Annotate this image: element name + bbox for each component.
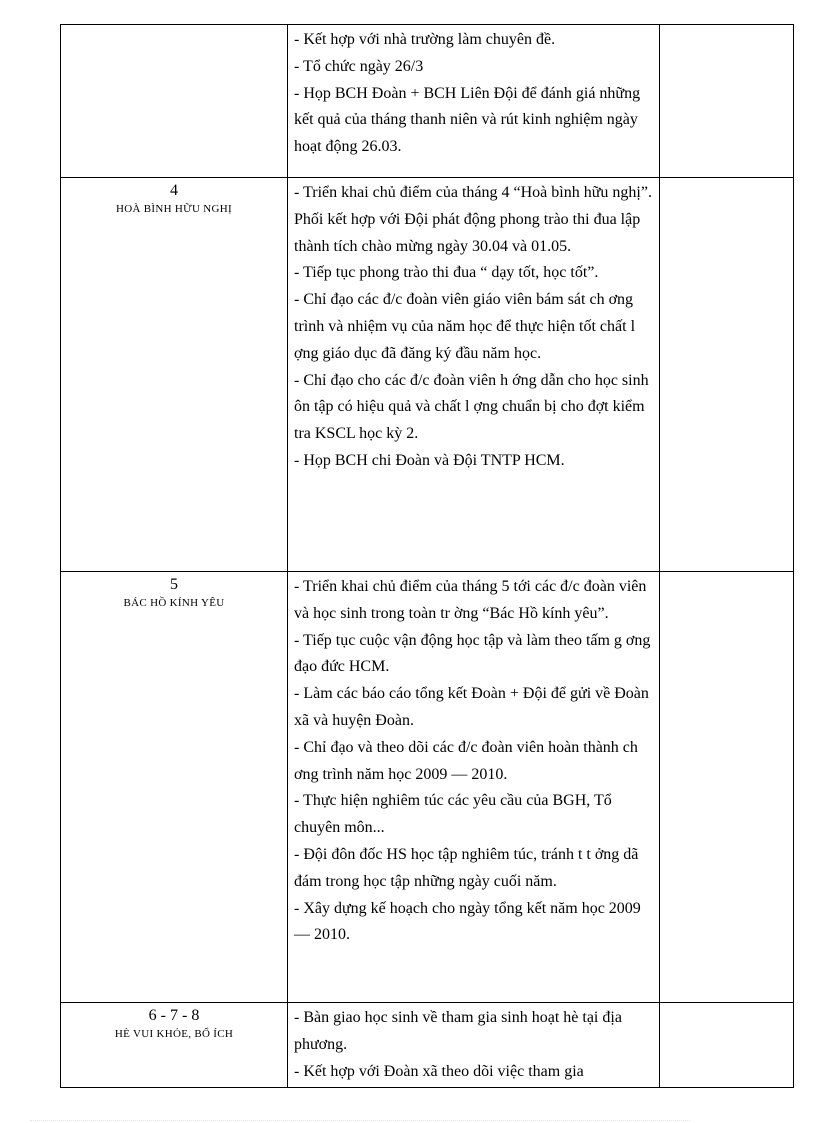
task-item: - Kết hợp với Đoàn xã theo dõi việc tham gia bbox=[294, 1062, 584, 1080]
month-cell bbox=[61, 25, 288, 178]
tasks-cell bbox=[288, 1003, 660, 1088]
month-cell bbox=[61, 572, 288, 1003]
table-row bbox=[61, 572, 794, 1003]
month-number: 4 bbox=[170, 182, 178, 199]
task-item: - Tiếp tục phong trào thi đua “ dạy tốt, học tốt”. bbox=[294, 264, 599, 282]
page-bottom-divider bbox=[30, 1120, 690, 1121]
tasks-cell bbox=[288, 25, 660, 178]
month-number: 6 - 7 - 8 bbox=[148, 1007, 200, 1024]
task-item: - Chỉ đạo và theo dõi các đ/c đoàn viên hoàn thành ch ơng trình năm học 2009 — 2010. bbox=[294, 738, 638, 783]
month-theme: HÈ VUI KHỎE, BỔ ÍCH bbox=[114, 1028, 234, 1040]
note-cell bbox=[660, 178, 794, 572]
task-item: - Chỉ đạo cho các đ/c đoàn viên h ớng dẫn cho học sinh ôn tập có hiệu quả và chất l ợng chuẩn bị cho đợt kiểm tra KSCL học kỳ 2. bbox=[294, 371, 649, 443]
note-cell bbox=[660, 1003, 794, 1088]
month-cell bbox=[61, 1003, 288, 1088]
note-cell bbox=[660, 572, 794, 1003]
tasks-cell bbox=[288, 572, 660, 1003]
activity-plan-table bbox=[60, 24, 794, 1088]
task-item: - Đội đôn đốc HS học tập nghiêm túc, tránh t t ởng dã đám trong học tập những ngày cuối năm. bbox=[294, 845, 639, 890]
table-row bbox=[61, 178, 794, 572]
task-item: - Kết hợp với nhà trường làm chuyên đề. bbox=[294, 31, 556, 48]
task-item: - Thực hiện nghiêm túc các yêu cầu của BGH, Tổ chuyên môn... bbox=[294, 792, 612, 837]
task-item: - Tiếp tục cuộc vận động học tập và làm theo tấm g ơng đạo đức HCM. bbox=[294, 631, 651, 676]
month-cell bbox=[61, 178, 288, 572]
month-theme: HOÀ BÌNH HỮU NGHỊ bbox=[116, 203, 232, 215]
task-item: - Bàn giao học sinh về tham gia sinh hoạt hè tại địa phương. bbox=[294, 1009, 622, 1053]
note-cell bbox=[660, 25, 794, 178]
task-item: - Họp BCH chi Đoàn và Đội TNTP HCM. bbox=[294, 451, 565, 469]
task-item: - Chỉ đạo các đ/c đoàn viên giáo viên bám sát ch ơng trình và nhiệm vụ của năm học để thực hiện tốt chất l ợng giáo dục đã đăng ký đầu năm học. bbox=[294, 291, 636, 362]
table-row bbox=[61, 25, 794, 178]
task-item: - Họp BCH Đoàn + BCH Liên Đội để đánh giá những kết quả của tháng thanh niên và rút kinh nghiệm ngày hoạt động 26.03. bbox=[294, 84, 641, 156]
task-item: - Xây dựng kế hoạch cho ngày tổng kết năm học 2009 — 2010. bbox=[294, 899, 641, 944]
task-item: - Tổ chức ngày 26/3 bbox=[294, 57, 424, 75]
table-row bbox=[61, 1003, 794, 1088]
month-number: 5 bbox=[170, 576, 178, 593]
month-theme: BÁC HỒ KÍNH YÊU bbox=[123, 597, 225, 609]
tasks-cell bbox=[288, 178, 660, 572]
task-item: - Triển khai chủ điểm của tháng 5 tới các đ/c đoàn viên và học sinh trong toàn tr ờng “Bác Hồ kính yêu”. bbox=[294, 578, 647, 622]
task-item: - Làm các báo cáo tổng kết Đoàn + Đội để gửi về Đoàn xã và huyện Đoàn. bbox=[294, 685, 649, 729]
task-item: - Triển khai chủ điểm của tháng 4 “Hoà bình hữu nghị”. Phối kết hợp với Đội phát động phong trào thi đua lập thành tích chào mừng ngày 30.04 và 01.05. bbox=[294, 184, 652, 255]
